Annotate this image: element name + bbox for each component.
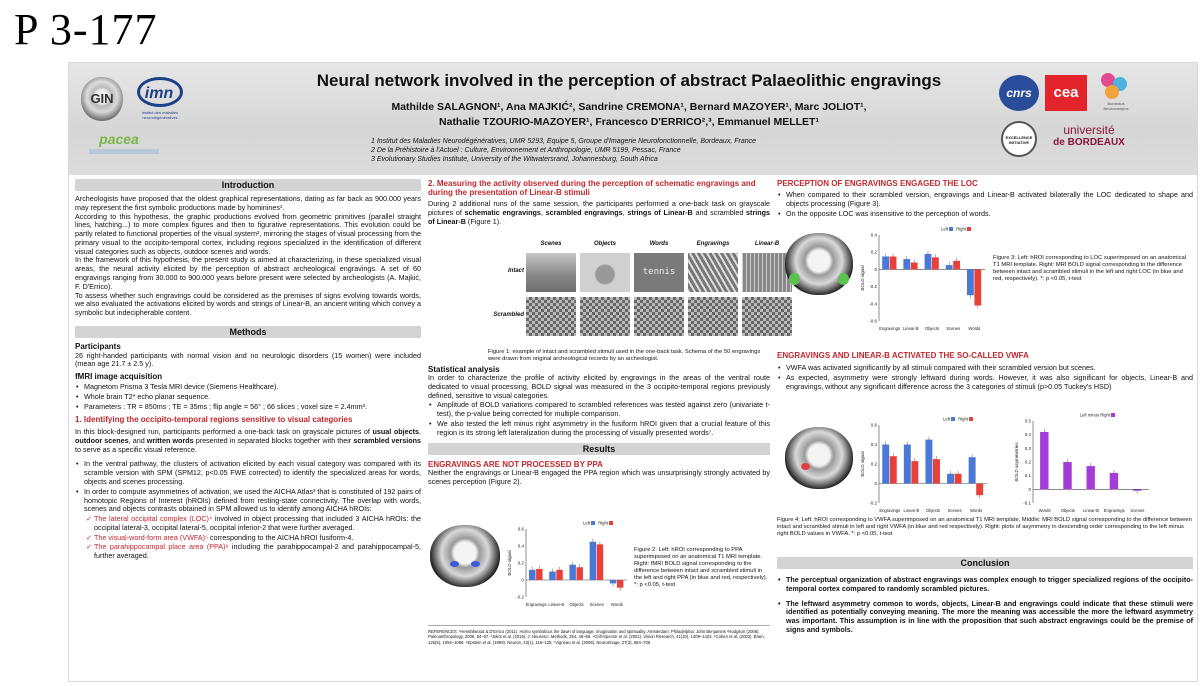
authors-line-2: Nathalie TZOURIO-MAZOYER¹, Francesco D'ERRICO²,³, Emmanuel MELLET¹ — [439, 116, 819, 128]
results-heading: Results — [428, 443, 770, 455]
universite-bordeaux-logo: université de BORDEAUX — [1053, 123, 1125, 148]
y-axis-label: BOLD asymmetries — [1014, 442, 1019, 482]
y-tick-label: 0.2 — [870, 249, 877, 255]
bar-scenes-right — [955, 474, 962, 484]
bar-linear-b-left-minus-right — [1087, 466, 1095, 489]
bar-objects-left-minus-right — [1063, 462, 1071, 489]
statistical-analysis-heading: Statistical analysis — [428, 365, 500, 374]
bar-objects-right — [933, 459, 940, 483]
y-tick-label: 0 — [1028, 486, 1031, 492]
references: REFERENCES: ¹Henshilwood & D'Errico (2011). Homo symbolicus the dawn of language, imagination and spirituality. Amsterdam; Philadelphia: John Benjamins ²Hodgson (2006). Paleoanthropology, 2006, 54–67. ³Joliot et al. (2015). J. Neurosci. Methods, 254, 46–59. ⁴Grill-Spector et al. (2001). Vision Research, 41(10), 1409–1422. ⁵Cohen et al. (2002). Brain, 125(5), 1054–1069. ⁶Epstein et al. (1999). Neuron, 23(1), 115–125. ⁷Vigneau et al. (2005). NeuroImage, 27(3), 694–705 — [428, 629, 765, 645]
y-tick-label: 0 — [874, 266, 877, 272]
x-tick-label: Scenes — [947, 508, 962, 513]
bar-objects-left — [925, 254, 932, 269]
stimulus-intact-scenes — [526, 253, 576, 292]
bar-linear-b-left — [549, 572, 555, 581]
loc-bullet-1: • When compared to their scrambled version, engravings and Linear-B activated bilaterally the LOC dedicated to shape and objects processing (Figure 3). — [777, 191, 1193, 209]
legend-swatch — [969, 417, 973, 421]
x-tick-label: Linear-B — [902, 326, 919, 331]
stimulus-scrambled-objects — [580, 297, 630, 336]
chart-svg — [859, 415, 991, 515]
y-tick-label: -0.2 — [516, 594, 524, 600]
y-axis-label: BOLD signal — [860, 265, 865, 291]
legend-swatch — [949, 227, 953, 231]
conclusion-bullet-1: • The perceptual organization of abstract engravings was complex enough to trigger specialized regions of the occipito-temporal cortex compared to randomly scrambled pictures. — [777, 576, 1193, 594]
vwfa-bullet-1: • VWFA was activated significantly by all stimuli compared with their scrambled version but scenes. — [777, 364, 1193, 373]
figure-1-caption: Figure 1: example of intact and scrambled stimuli used in the one-back task. Schema of the 50 engravings were drawn from original archeological records by an archeologist. — [488, 349, 761, 362]
vwfa-heading: ENGRAVINGS AND LINEAR-B ACTIVATED THE SO-CALLED VWFA — [777, 351, 1029, 360]
bar-linear-b-left — [903, 259, 910, 269]
legend-swatch — [967, 227, 971, 231]
figure-4-caption: Figure 4: Left: hROI corresponding to VWFA superimposed on an anatomical T1 MRI template. Middle: MRI BOLD signal corresponding to the difference between intact and scrambled stimuli in left and right VWFA (in blue and red respectively). Right: plots of asymmetry in descending order corresponding to the left minus right BOLD values in VWFA. *: p <0.05, t-test — [777, 517, 1192, 537]
stimulus-col-scenes: Scenes — [540, 241, 562, 247]
loc-brain-image — [785, 233, 853, 295]
x-tick-label: Linear-B — [1083, 508, 1099, 513]
y-tick-label: 0 — [521, 577, 524, 583]
y-tick-label: -0.2 — [869, 284, 877, 290]
x-tick-label: Words — [968, 326, 981, 331]
bar-scenes-right — [953, 261, 960, 270]
x-tick-label: Words — [1038, 508, 1051, 513]
bar-linear-b-right — [911, 461, 918, 483]
bar-scenes-right — [597, 544, 603, 580]
left-column — [75, 179, 421, 561]
chart-svg — [859, 225, 989, 333]
bar-words-right — [976, 484, 983, 496]
y-tick-label: 0.4 — [870, 232, 877, 238]
figure-2-caption: Figure 2: Left: hROI corresponding to PPA superimposed on an anatomical T1 MRI template. Right: fMRI BOLD signal corresponding to the difference between intact and scrambled stimuli in the left and right PPA (in blue and red, respectively). *: p <0.05, t-test — [634, 547, 768, 588]
y-tick-label: 0.4 — [517, 543, 524, 549]
y-tick-label: 0.2 — [870, 461, 877, 467]
stimulus-col-objects: Objects — [593, 241, 616, 247]
stimulus-intact-engravings — [688, 253, 738, 292]
legend-label: Left — [943, 416, 950, 422]
legend-label: Right — [956, 226, 966, 232]
bar-linear-b-right — [911, 263, 918, 270]
bar-linear-b-left — [904, 445, 911, 484]
bar-objects-left — [925, 440, 932, 484]
vwfa-brain-image — [785, 427, 853, 489]
stimulus-scrambled-words — [634, 297, 684, 336]
methods-heading: Methods — [75, 326, 421, 338]
stimulus-col-engravings: Engravings — [696, 241, 730, 247]
ppa-text: Neither the engravings or Linear-B engaged the PPA region which was unsurprisingly strongly activated by scenes perception (Figure 2). — [428, 468, 770, 487]
gin-logo: GIN — [81, 77, 123, 121]
legend-swatch — [609, 521, 613, 525]
y-tick-label: 0.2 — [1024, 459, 1031, 465]
intro-text: Archeologists have proposed that the oldest graphical representations, dating as far back as 900.000 years may represent the first symbolic productions made by hominines¹. According to this hypothesis, the graphic productions evolved from geometric primitives (parallel straight lines, hatching...) to more complex figures and then to figurative representations. This evolution could be partly related to functional properties of the visual system², mirroring the stages of visual processing from the primary visual to the occipito-temporal cortex, including regions specialized in the identification of different visual categories such as objects, outdoor scenes and words. In the framework of this hypothesis, the present study is aimed at characterizing, in these specialized visual areas, the neural activity elicited by the perception of abstract archeological engravings. A set of 60 engravings ranging from 30.000 to 900.000 years before present were selected by archeologists (A. Majkić, F. D'Errico). To assess whether such engravings could be considered as the premises of signs evolving towards words, we also evaluated the activations elicited by words and strings of Linear-B, an ancient writing which convey a symbolic but indecipherable content. — [75, 194, 421, 318]
legend-swatch — [951, 417, 955, 421]
legend-label: Right — [958, 416, 968, 422]
loc-heading: PERCEPTION OF ENGRAVINGS ENGAGED THE LOC — [777, 179, 978, 188]
stimulus-scrambled-linear-b — [742, 297, 792, 336]
stimulus-scrambled-engravings — [688, 297, 738, 336]
stimulus-row-intact: Intact — [507, 268, 524, 274]
legend-label: Right — [598, 520, 608, 526]
bar-scenes-left — [590, 542, 596, 580]
bar-words-left-minus-right — [1040, 432, 1048, 489]
affiliation-1: 1 Institut des Maladies Neurodégénératives, UMR 5293, Equipe 5, Groupe d'Imagerie Neurofonctionnelle, Bordeaux, France — [371, 138, 756, 145]
bar-scenes-left — [946, 265, 953, 269]
introduction-heading: Introduction — [75, 179, 421, 191]
methods-text: Participants 26 right-handed participants with normal vision and no neurologic disorders (15 women) were included (mean age 21.7 ± 2.5 y). fMRI image acquisition • Magnetom Prisma 3 Tesla MRI device (Siemens Healthcare). • Whole brain T2* echo planar sequence. • Parameters : TR = 850ms ; TE = 35ms ; flip angle = 56° ; 66 slices ; voxel size = 2.4mm³. 1. Identifying the occipito-temporal regions sensitive to visual categories In this block-designed run, participants performed a one-back task on grayscale pictures of usual objects, outdoor scenes, and written words presented in separated blocks together with their scrambled versions to serve as a specific visual reference. • In the ventral pathway, the clusters of activation elicited by each visual category was compared with its scramble version with SPM (SPM12, p<0.05 FWE corrected) to identify the specialized areas for words, objects and scenes processing. • In order to compute asymmetries of activation, we used the AICHA Atlas³ that is constituted of 192 pairs of homotopic Regions of Interest (hROIs) defined from resting-state connectivity. The overlap with words, scenes and objects contrasts obtained in SPM allowed us to identify among AICHA hROIs: ✓ The lateral occipital complex (LOC)⁴ involved in object processing that included 3 AICHA hROIs: the occipital lateral-3, occipital lateral-5, occipital inferior-2 that were further averaged. ✓ The visual-word-form area (VWFA)⁵ corresponding to the AICHA hROI fusiform-4. ✓ The parahippocampal place area (PPA)⁶ including the parahippocampal-2 and parahippocampal-5, further averaged. — [75, 342, 421, 561]
y-axis-label: BOLD signal — [507, 550, 512, 576]
y-tick-label: 0.1 — [1024, 473, 1031, 479]
poster-header — [69, 63, 1198, 175]
x-tick-label: Objects — [925, 508, 941, 513]
bar-words-right — [617, 580, 623, 588]
right-column — [777, 179, 1193, 634]
x-tick-label: Scenes — [1130, 508, 1145, 513]
ppa-chart — [506, 519, 631, 609]
x-tick-label: Engravings — [879, 326, 901, 331]
cea-logo: cea — [1045, 75, 1087, 111]
figure-3-caption: Figure 3: Left: hROI corresponding to LOC superimposed on an anatomical T1 MRI template. Right: MRI BOLD signal corresponding to the difference between intact and scrambled stimuli in the left and right LOC (in blue and red, respectively). *: p <0.05, t-test — [993, 255, 1187, 282]
x-tick-label: Objects — [569, 602, 584, 607]
bar-engravings-right — [536, 569, 542, 580]
stimulus-intact-objects — [580, 253, 630, 292]
x-tick-label: Words — [610, 602, 623, 607]
authors-line-1: Mathilde SALAGNON¹, Ana MAJKIĆ², Sandrine CREMONA¹, Bernard MAZOYER¹, Marc JOLIOT¹, — [391, 101, 867, 113]
legend-label: Left — [583, 520, 590, 526]
pacea-logo: pacea — [99, 131, 139, 147]
y-tick-label: 0.6 — [517, 526, 524, 532]
vwfa-bullet-2: • As expected, asymmetry were strongly leftward during words. However, it was also significant for objects, Linear-B and engravings, without any significant difference across the 3 categories of stimuli (p>0.05 Tuckey's HSD) — [777, 374, 1193, 392]
vwfa-asymmetry-chart — [1013, 411, 1153, 515]
x-tick-label: Objects — [1060, 508, 1075, 513]
cnrs-logo: cnrs — [999, 75, 1039, 111]
bar-objects-left — [569, 565, 575, 580]
y-tick-label: 0.6 — [870, 422, 877, 428]
stimulus-row-scrambled: Scrambled — [493, 312, 524, 318]
x-tick-label: Scenes — [589, 602, 604, 607]
chart-svg — [1013, 411, 1153, 515]
bar-scenes-left-minus-right — [1133, 489, 1141, 490]
stimulus-col-linear-b: Linear-B — [754, 241, 780, 247]
x-tick-label: Words — [970, 508, 983, 513]
bar-engravings-left — [882, 445, 889, 484]
figure-1-stimuli-grid — [480, 241, 780, 349]
bar-objects-right — [577, 567, 583, 580]
y-tick-label: 0.3 — [1024, 445, 1031, 451]
stimulus-word: tennis — [642, 267, 676, 277]
bar-engravings-left-minus-right — [1110, 473, 1118, 489]
legend-label: Left — [941, 226, 948, 232]
section-2-text: During 2 additional runs of the same session, the participants performed a one-back task on grayscale pictures of schematic engravings, scrambled engravings, strings of Linear-B and scrambled strings of Linear-B (Figure 1). — [428, 199, 771, 226]
ppa-brain-image — [430, 525, 500, 587]
stat-bullet-1: • Amplitude of BOLD variations compared to scrambled references was tested against zero (univariate t-test), the p-value being corrected for multiple comparison. — [428, 401, 770, 419]
bordeaux-neurocampus-logo: Bordeaux Neurocampus — [1095, 73, 1135, 113]
vwfa-chart — [859, 415, 991, 515]
poster-title: Neural network involved in the perception of abstract Palaeolithic engravings — [316, 71, 942, 90]
bar-words-right — [974, 269, 981, 305]
affiliation-2: 2 De la Préhistoire à l'Actuel : Culture, Environnement et Anthropologie, UMR 5199, Pessac, France — [371, 147, 681, 154]
y-tick-label: 0.5 — [1024, 418, 1031, 424]
x-tick-label: Engravings — [525, 602, 547, 607]
y-tick-label: 0 — [874, 481, 877, 486]
bar-engravings-right — [890, 257, 897, 270]
poster-code: P 3-177 — [14, 5, 158, 54]
ppa-heading: ENGRAVINGS ARE NOT PROCESSED BY PPA — [428, 460, 603, 470]
y-tick-label: 0.4 — [870, 442, 877, 447]
x-tick-label: Linear-B — [903, 508, 920, 513]
y-tick-label: -0.4 — [869, 301, 877, 307]
bar-scenes-left — [947, 474, 954, 484]
excellence-initiative-logo: EXCELLENCE INITIATIVE — [1001, 121, 1037, 157]
conclusion-heading: Conclusion — [777, 557, 1193, 569]
bar-engravings-right — [890, 456, 897, 483]
imn-logo: imn institut des maladies neurodégénératives — [129, 77, 189, 127]
stimulus-intact-words — [634, 253, 684, 292]
x-tick-label: Engravings — [879, 508, 901, 513]
y-tick-label: -0.6 — [869, 318, 877, 324]
legend-label: Left minus Right — [1079, 412, 1110, 418]
conclusion-bullet-2: • The leftward asymmetry common to words, objects, Linear-B and engravings could indicate that these stimuli were identified as potentially conveying meaning. The more the meaning was accessible the more the leftward asymmetry was important. This assumption is in line with the proposition that such abstract engravings could be the premise of signs and symbols. — [777, 600, 1193, 635]
poster — [68, 62, 1198, 682]
bar-engravings-left — [529, 570, 535, 580]
bar-engravings-left — [882, 257, 889, 270]
y-axis-label: BOLD signal — [860, 451, 865, 477]
legend-swatch — [591, 521, 595, 525]
x-tick-label: Linear-B — [548, 602, 565, 607]
stimulus-col-words: Words — [649, 241, 669, 247]
chart-svg — [506, 519, 631, 609]
middle-column — [428, 179, 780, 645]
x-tick-label: Objects — [924, 326, 940, 331]
y-tick-label: -0.2 — [869, 500, 877, 506]
y-tick-label: 0.2 — [517, 560, 524, 566]
bar-linear-b-right — [556, 570, 562, 580]
y-tick-label: -0.1 — [1023, 500, 1031, 506]
loc-chart — [859, 225, 989, 333]
loc-bullet-2: • On the opposite LOC was insensitive to the perception of words. — [777, 210, 1193, 219]
x-tick-label: Engravings — [1103, 508, 1125, 513]
bar-words-left — [610, 580, 616, 583]
statistical-analysis-text: In order to characterize the profile of activity elicited by engravings in the areas of the ventral route dedicated to visual processing, BOLD signal was measured in the 3 occipito-temporal regions previously defined, sensitive to visual categories. — [428, 373, 770, 400]
x-tick-label: Scenes — [946, 326, 961, 331]
bar-objects-right — [932, 257, 939, 269]
y-tick-label: 0.4 — [1024, 432, 1031, 438]
bar-words-left — [969, 457, 976, 483]
legend-swatch — [1111, 413, 1115, 417]
affiliation-3: 3 Evolutionary Studies Institute, University of the Witwatersrand, Johannesburg, South Africa — [371, 156, 658, 163]
stimulus-scrambled-scenes — [526, 297, 576, 336]
stat-bullet-2: • We also tested the left minus right asymmetry in the fusiform hROI given that a crucial feature of this region is its strong left lateralization during the processing of visually presented words⁷. — [428, 420, 770, 438]
section-2-heading: 2. Measuring the activity observed during the perception of schematic engravings and during the presentation of Linear-B stimuli — [428, 179, 756, 197]
bar-words-left — [967, 269, 974, 295]
